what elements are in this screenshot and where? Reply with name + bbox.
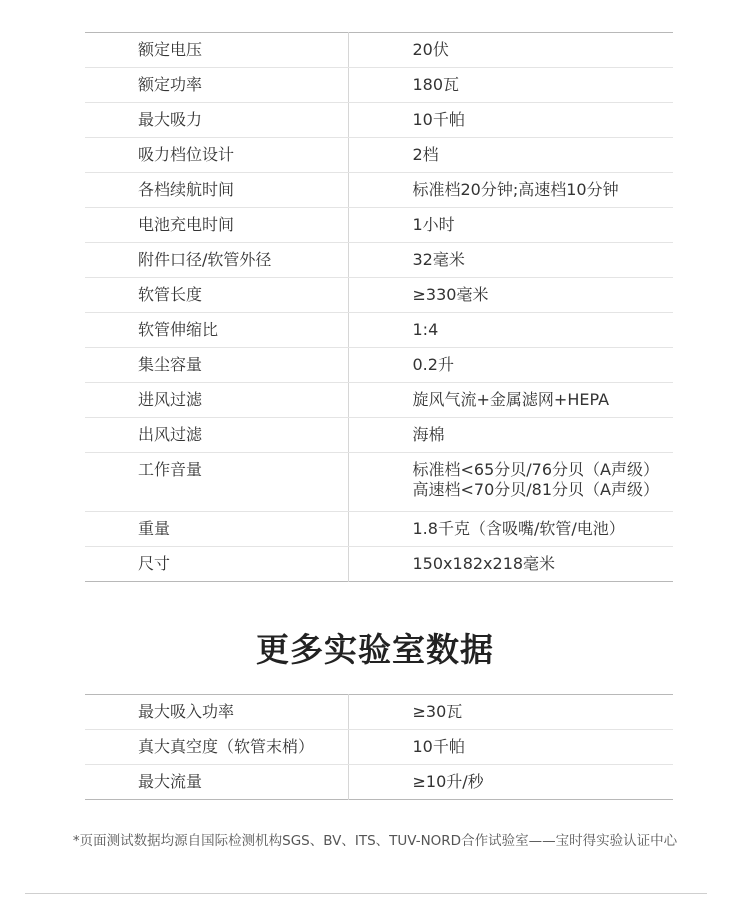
spec-value-line: 180瓦 (412, 75, 460, 94)
spec-label: 吸力档位设计 (85, 138, 348, 173)
spec-label: 电池充电时间 (85, 208, 348, 243)
spec-row (85, 418, 673, 453)
spec-value-line: 高速档<70分贝/81分贝（A声级） (412, 480, 659, 499)
spec-label: 各档续航时间 (85, 173, 348, 208)
spec-value-line: 150x182x218毫米 (412, 554, 556, 573)
spec-label: 额定功率 (85, 68, 348, 103)
spec-row (85, 453, 673, 512)
spec-value (348, 173, 673, 208)
spec-label: 最大吸力 (85, 103, 348, 138)
spec-label: 尺寸 (85, 547, 348, 582)
spec-value (348, 243, 673, 278)
spec-value-line: 标准档<65分贝/76分贝（A声级） (412, 460, 659, 479)
spec-label: 出风过滤 (85, 418, 348, 453)
spec-table (85, 32, 673, 582)
spec-value (348, 138, 673, 173)
spec-row (85, 547, 673, 582)
spec-value-line: 1小时 (412, 215, 455, 234)
spec-row (85, 138, 673, 173)
lab-data-table (85, 694, 673, 800)
spec-value-line: 1.8千克（含吸嘴/软管/电池） (412, 519, 625, 538)
spec-value-line: 10千帕 (412, 110, 465, 129)
lab-value: ≥10升/秒 (412, 772, 484, 791)
spec-value (348, 418, 673, 453)
spec-value (348, 453, 673, 512)
spec-row (85, 278, 673, 313)
spec-row (85, 512, 673, 547)
spec-value-line: 32毫米 (412, 250, 465, 269)
spec-row (85, 173, 673, 208)
spec-value-line: 20伏 (412, 40, 449, 59)
lab-value: 10千帕 (348, 730, 673, 765)
spec-label: 重量 (85, 512, 348, 547)
spec-value-line: 标准档20分钟;高速档10分钟 (412, 180, 619, 199)
spec-value (348, 278, 673, 313)
lab-label: 真大真空度（软管末梢） (85, 730, 348, 765)
spec-value-line: 1:4 (412, 320, 439, 339)
spec-row (85, 33, 673, 68)
spec-label: 工作音量 (85, 453, 348, 512)
spec-value-line: 2档 (412, 145, 439, 164)
lab-value: ≥30瓦 (348, 695, 673, 730)
footnote: *页面测试数据均源自国际检测机构SGS、BV、ITS、TUV-NORD合作试验室——宝时得实验认证中心 (72, 833, 678, 849)
lab-row (85, 765, 673, 800)
spec-value-line: 旋风气流+金属滤网+HEPA (412, 390, 610, 409)
lab-row (85, 730, 673, 765)
spec-row (85, 103, 673, 138)
spec-label: 额定电压 (85, 33, 348, 68)
spec-value (348, 68, 673, 103)
lab-label: 最大流量 (85, 765, 348, 800)
spec-value-line: ≥330毫米 (412, 285, 489, 304)
spec-row (85, 348, 673, 383)
spec-row (85, 383, 673, 418)
spec-value (348, 512, 673, 547)
spec-row (85, 68, 673, 103)
spec-label: 软管长度 (85, 278, 348, 313)
spec-label: 集尘容量 (85, 348, 348, 383)
spec-value (348, 547, 673, 582)
spec-label: 附件口径/软管外径 (85, 243, 348, 278)
spec-row (85, 208, 673, 243)
spec-row (85, 313, 673, 348)
lab-label: 最大吸入功率 (85, 695, 348, 730)
spec-value-line: 0.2升 (412, 355, 454, 374)
spec-label: 软管伸缩比 (85, 313, 348, 348)
lab-row (85, 695, 673, 730)
spec-label: 进风过滤 (85, 383, 348, 418)
spec-value-line: 海棉 (412, 425, 445, 444)
spec-row (85, 243, 673, 278)
section-heading: 更多实验室数据 (256, 630, 494, 669)
spec-value (348, 103, 673, 138)
spec-value (348, 208, 673, 243)
bottom-divider (25, 893, 707, 894)
spec-value (348, 348, 673, 383)
spec-value (348, 383, 673, 418)
spec-value (348, 313, 673, 348)
spec-value (348, 33, 673, 68)
